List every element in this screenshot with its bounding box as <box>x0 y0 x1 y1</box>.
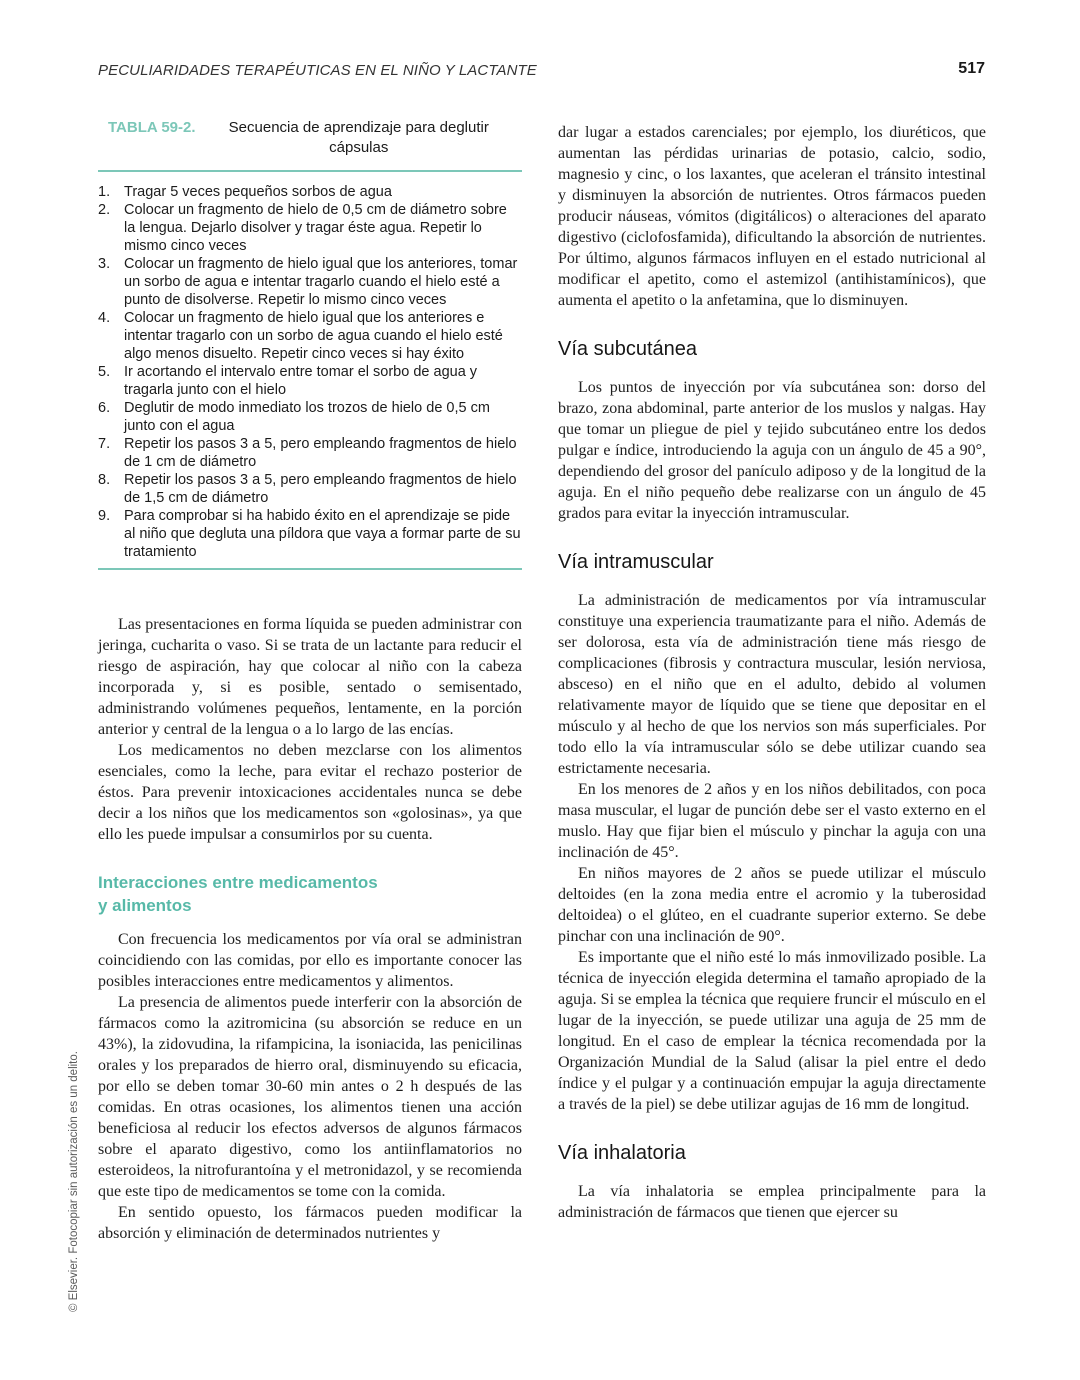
paragraph: Los puntos de inyección por vía subcutánea son: dorso del brazo, zona abdominal, parte anterior de los muslos y nalgas. Hay que tomar un pliegue de piel y tejido subcutáneo entre los dedos pulgar e índice, introduciendo la aguja con un ángulo de 45 a 90°, dependiendo del grosor del panículo adiposo y de la longitud de la aguja. En el niño pequeño debe realizarse con un ángulo de 45 grados para evitar la inyección intramuscular. <box>558 379 986 522</box>
left-column <box>98 118 522 1244</box>
item-text: Colocar un fragmento de hielo igual que los anteriores e intentar tragarlo con un sorbo de agua cuando el hielo esté algo menos disuelto. Repetir cinco veces si hay éxito <box>124 310 503 362</box>
table-item <box>98 435 522 471</box>
paragraph: dar lugar a estados carenciales; por ejemplo, los diuréticos, que aumentan las pérdidas urinarias de potasio, calcio, sodio, magnesio y cinc, o los laxantes, que aceleran el tránsito intestinal y disminuyen la absorción de nutrientes. Otros fármacos pueden producir náuseas, vómitos (digitálicos) o alteraciones del aparato digestivo (ciclofosfamida), dificultando la absorción de nutrientes. Por último, algunos fármacos influyen en el estado nutricional al modificar el apetito, como el astemizol (antihistamínicos), que aumenta el apetito o la anfetamina, que lo disminuyen. <box>558 124 986 309</box>
section-heading-line2: y alimentos <box>98 896 192 915</box>
section-heading-line1: Interacciones entre medicamentos <box>98 873 378 892</box>
paragraph: La presencia de alimentos puede interferir con la absorción de fármacos como la azitromicina (su absorción se reduce en un 43%), la zidovudina, la rifampicina, la isoniacida, las penicilinas orales y los preparados de hierro oral, disminuyendo su eficacia, por ello se deben tomar 30-60 min antes o 2 h después de las comidas. En otras ocasiones, los alimentos tienen una acción beneficiosa al reducir los efectos adversos de algunos fármacos sobre el aparato digestivo, como los antiinflamatorios no esteroideos, la nitrofurantoína y el metronidazol, y se recomienda que este tipo de medicamentos se tome con la comida. <box>98 994 522 1200</box>
table-item <box>98 201 522 255</box>
table-59-2 <box>98 118 522 570</box>
paragraph: En los menores de 2 años y en los niños debilitados, con poca masa muscular, el lugar de punción debe ser el vasto externo en el muslo. Hay que fijar bien el músculo y pinchar la aguja con una inclinación de 45°. <box>558 781 986 861</box>
paragraph: Con frecuencia los medicamentos por vía oral se administran coincidiendo con las comidas, por ello es importante conocer las posibles interacciones entre medicamentos y alimentos. <box>98 931 522 990</box>
table-list <box>98 183 522 561</box>
item-text: Colocar un fragmento de hielo igual que los anteriores, tomar un sorbo de agua e intentar tragarlo cuando el hielo esté a punto de disolverse. Repetir lo mismo cinco veces <box>124 256 518 308</box>
item-number: 5. <box>98 364 111 380</box>
item-text: Tragar 5 veces pequeños sorbos de agua <box>124 184 392 200</box>
running-head: PECULIARIDADES TERAPÉUTICAS EN EL NIÑO Y LACTANTE <box>98 62 537 79</box>
table-title: Secuencia de aprendizaje para deglutir cápsulas <box>228 119 489 156</box>
item-number: 7. <box>98 436 111 452</box>
item-text: Repetir los pasos 3 a 5, pero empleando fragmentos de hielo de 1,5 cm de diámetro <box>124 472 517 506</box>
table-item <box>98 183 522 201</box>
section-heading-interacciones <box>98 871 522 917</box>
paragraph: En sentido opuesto, los fármacos pueden modificar la absorción y eliminación de determinados nutrientes y <box>98 1204 522 1242</box>
copyright-note: © Elsevier. Fotocopiar sin autorización es un delito. <box>68 1051 80 1312</box>
item-number: 2. <box>98 202 111 218</box>
heading-via-intramuscular: Vía intramuscular <box>558 551 714 573</box>
table-label: TABLA 59-2. <box>108 119 196 136</box>
item-text: Deglutir de modo inmediato los trozos de hielo de 0,5 cm junto con el agua <box>124 400 490 434</box>
heading-via-subcutanea: Vía subcutánea <box>558 338 697 360</box>
item-number: 3. <box>98 256 111 272</box>
item-text: Para comprobar si ha habido éxito en el aprendizaje se pide al niño que degluta una píldora que vaya a formar parte de su tratamiento <box>124 508 521 560</box>
heading-via-inhalatoria: Vía inhalatoria <box>558 1142 686 1164</box>
table-item <box>98 309 522 363</box>
item-number: 4. <box>98 310 111 326</box>
item-number: 6. <box>98 400 111 416</box>
item-number: 1. <box>98 184 111 200</box>
right-column <box>558 122 986 1223</box>
page-number: 517 <box>958 60 985 77</box>
item-text: Colocar un fragmento de hielo de 0,5 cm de diámetro sobre la lengua. Dejarlo disolver y tragar éste agua. Repetir lo mismo cinco veces <box>124 202 507 254</box>
table-item <box>98 471 522 507</box>
table-rule-bottom <box>98 568 522 570</box>
paragraph: La vía inhalatoria se emplea principalmente para la administración de fármacos que tienen que ejercer su <box>558 1183 986 1221</box>
paragraph: En niños mayores de 2 años se puede utilizar el músculo deltoides (en la zona media entre el acromio y la tuberosidad deltoidea) o el glúteo, en el cuadrante superior externo. Se debe pinchar con una inclinación de 90°. <box>558 865 986 945</box>
item-number: 9. <box>98 508 111 524</box>
table-rule-top <box>98 170 522 172</box>
item-text: Ir acortando el intervalo entre tomar el sorbo de agua y tragarla junto con el hielo <box>124 364 478 398</box>
table-item <box>98 363 522 399</box>
paragraph: La administración de medicamentos por vía intramuscular constituye una experiencia traumatizante para el niño. Además de ser dolorosa, esta vía de administración tiene más riesgo de complicaciones (fibrosis y contractura muscular, lesión nerviosa, absceso) en el niño que en el adulto, debido al volumen relativamente mayor de líquido que se tiene que depositar en el músculo y al hecho de que los nervios son más superficiales. Por todo ello la vía intramuscular sólo se debe utilizar cuando sea estrictamente necesaria. <box>558 592 986 777</box>
paragraph: Los medicamentos no deben mezclarse con los alimentos esenciales, como la leche, para evitar el rechazo posterior de éstos. Para prevenir intoxicaciones accidentales nunca se debe decir a los niños que los medicamentos son «golosinas», ya que ello les puede impulsar a consumirlos por su cuenta. <box>98 742 522 843</box>
item-text: Repetir los pasos 3 a 5, pero empleando fragmentos de hielo de 1 cm de diámetro <box>124 436 517 470</box>
item-number: 8. <box>98 472 111 488</box>
paragraph: Es importante que el niño esté lo más inmovilizado posible. La técnica de inyección elegida determina el tamaño apropiado de la aguja. Si se emplea la técnica que requiere fruncir el músculo en el lugar de la inyección, se puede utilizar una aguja de 25 mm de longitud. En el caso de emplear la técnica recomendada por la Organización Mundial de la Salud (alisar la piel entre el dedo índice y el pulgar y a continuación empujar la aguja directamente a través de la piel) se debe utilizar agujas de 16 mm de longitud. <box>558 949 986 1113</box>
table-item <box>98 399 522 435</box>
table-item <box>98 255 522 309</box>
paragraph: Las presentaciones en forma líquida se pueden administrar con jeringa, cucharita o vaso. Si se trata de un lactante para reducir el riesgo de aspiración, hay que colocar al niño con la cabeza incorporada y, si es posible, sentado o semisentado, administrando volúmenes pequeños, lentamente, en la porción anterior y central de la lengua o a lo largo de las encías. <box>98 616 522 738</box>
table-header <box>98 118 522 158</box>
table-item <box>98 507 522 561</box>
